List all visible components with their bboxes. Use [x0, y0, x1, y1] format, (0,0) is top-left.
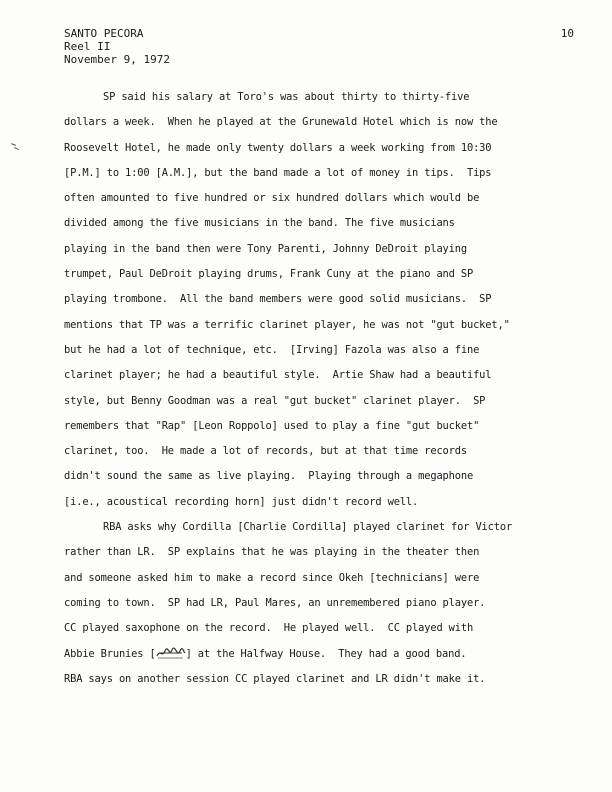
handwritten-scribble: [156, 647, 186, 659]
text-line: style, but Benny Goodman was a real "gut bucket" clarinet player. SP: [64, 394, 486, 407]
text-line: CC played saxophone on the record. He played well. CC played with: [64, 622, 474, 635]
interview-date: November 9, 1972: [64, 53, 170, 66]
text-line: SP said his salary at Toro's was about thirty to thirty-five: [103, 91, 470, 103]
text-line: playing in the band then were Tony Parenti, Johnny DeDroit playing: [64, 242, 467, 255]
page-number: 10: [560, 27, 574, 40]
text-line-with-scribble: [64, 642, 584, 667]
margin-mark: [11, 142, 19, 150]
text-line: RBA says on another session CC played clarinet and LR didn't make it.: [64, 672, 486, 685]
text-line: but he had a lot of technique, etc. [Irving] Fazola was also a fine: [64, 343, 480, 356]
text-line-start: Abbie Brunies [: [64, 647, 156, 660]
document-header: [64, 27, 170, 66]
text-line: trumpet, Paul DeDroit playing drums, Frank Cuny at the piano and SP: [64, 268, 474, 281]
interviewee-name: SANTO PECORA: [64, 27, 144, 40]
text-line: playing trombone. All the band members were good solid musicians. SP: [64, 293, 492, 306]
text-line: coming to town. SP had LR, Paul Mares, an unremembered piano player.: [64, 596, 486, 609]
text-line: divided among the five musicians in the band. The five musicians: [64, 217, 455, 230]
reel-label: Reel II: [64, 40, 111, 53]
text-line: rather than LR. SP explains that he was playing in the theater then: [64, 546, 480, 559]
text-line: [P.M.] to 1:00 [A.M.], but the band made a lot of money in tips. Tips: [64, 166, 492, 179]
text-line: dollars a week. When he played at the Grunewald Hotel which is now the: [64, 116, 498, 129]
text-line: often amounted to five hundred or six hundred dollars which would be: [64, 192, 480, 205]
text-line: Roosevelt Hotel, he made only twenty dollars a week working from 10:30: [64, 141, 492, 154]
text-line: didn't sound the same as live playing. Playing through a megaphone: [64, 470, 474, 483]
transcript-body: [64, 85, 584, 692]
text-line: [i.e., acoustical recording horn] just didn't record well.: [64, 495, 419, 508]
text-line: and someone asked him to make a record since Okeh [technicians] were: [64, 571, 480, 584]
text-line-end: ] at the Halfway House. They had a good band.: [185, 647, 467, 660]
text-line: mentions that TP was a terrific clarinet player, he was not "gut bucket,": [64, 318, 510, 331]
text-line: clarinet player; he had a beautiful style. Artie Shaw had a beautiful: [64, 369, 492, 382]
text-line: remembers that "Rap" [Leon Roppolo] used to play a fine "gut bucket": [64, 419, 480, 432]
text-line: clarinet, too. He made a lot of records, but at that time records: [64, 445, 467, 458]
text-line: RBA asks why Cordilla [Charlie Cordilla] played clarinet for Victor: [103, 521, 513, 534]
